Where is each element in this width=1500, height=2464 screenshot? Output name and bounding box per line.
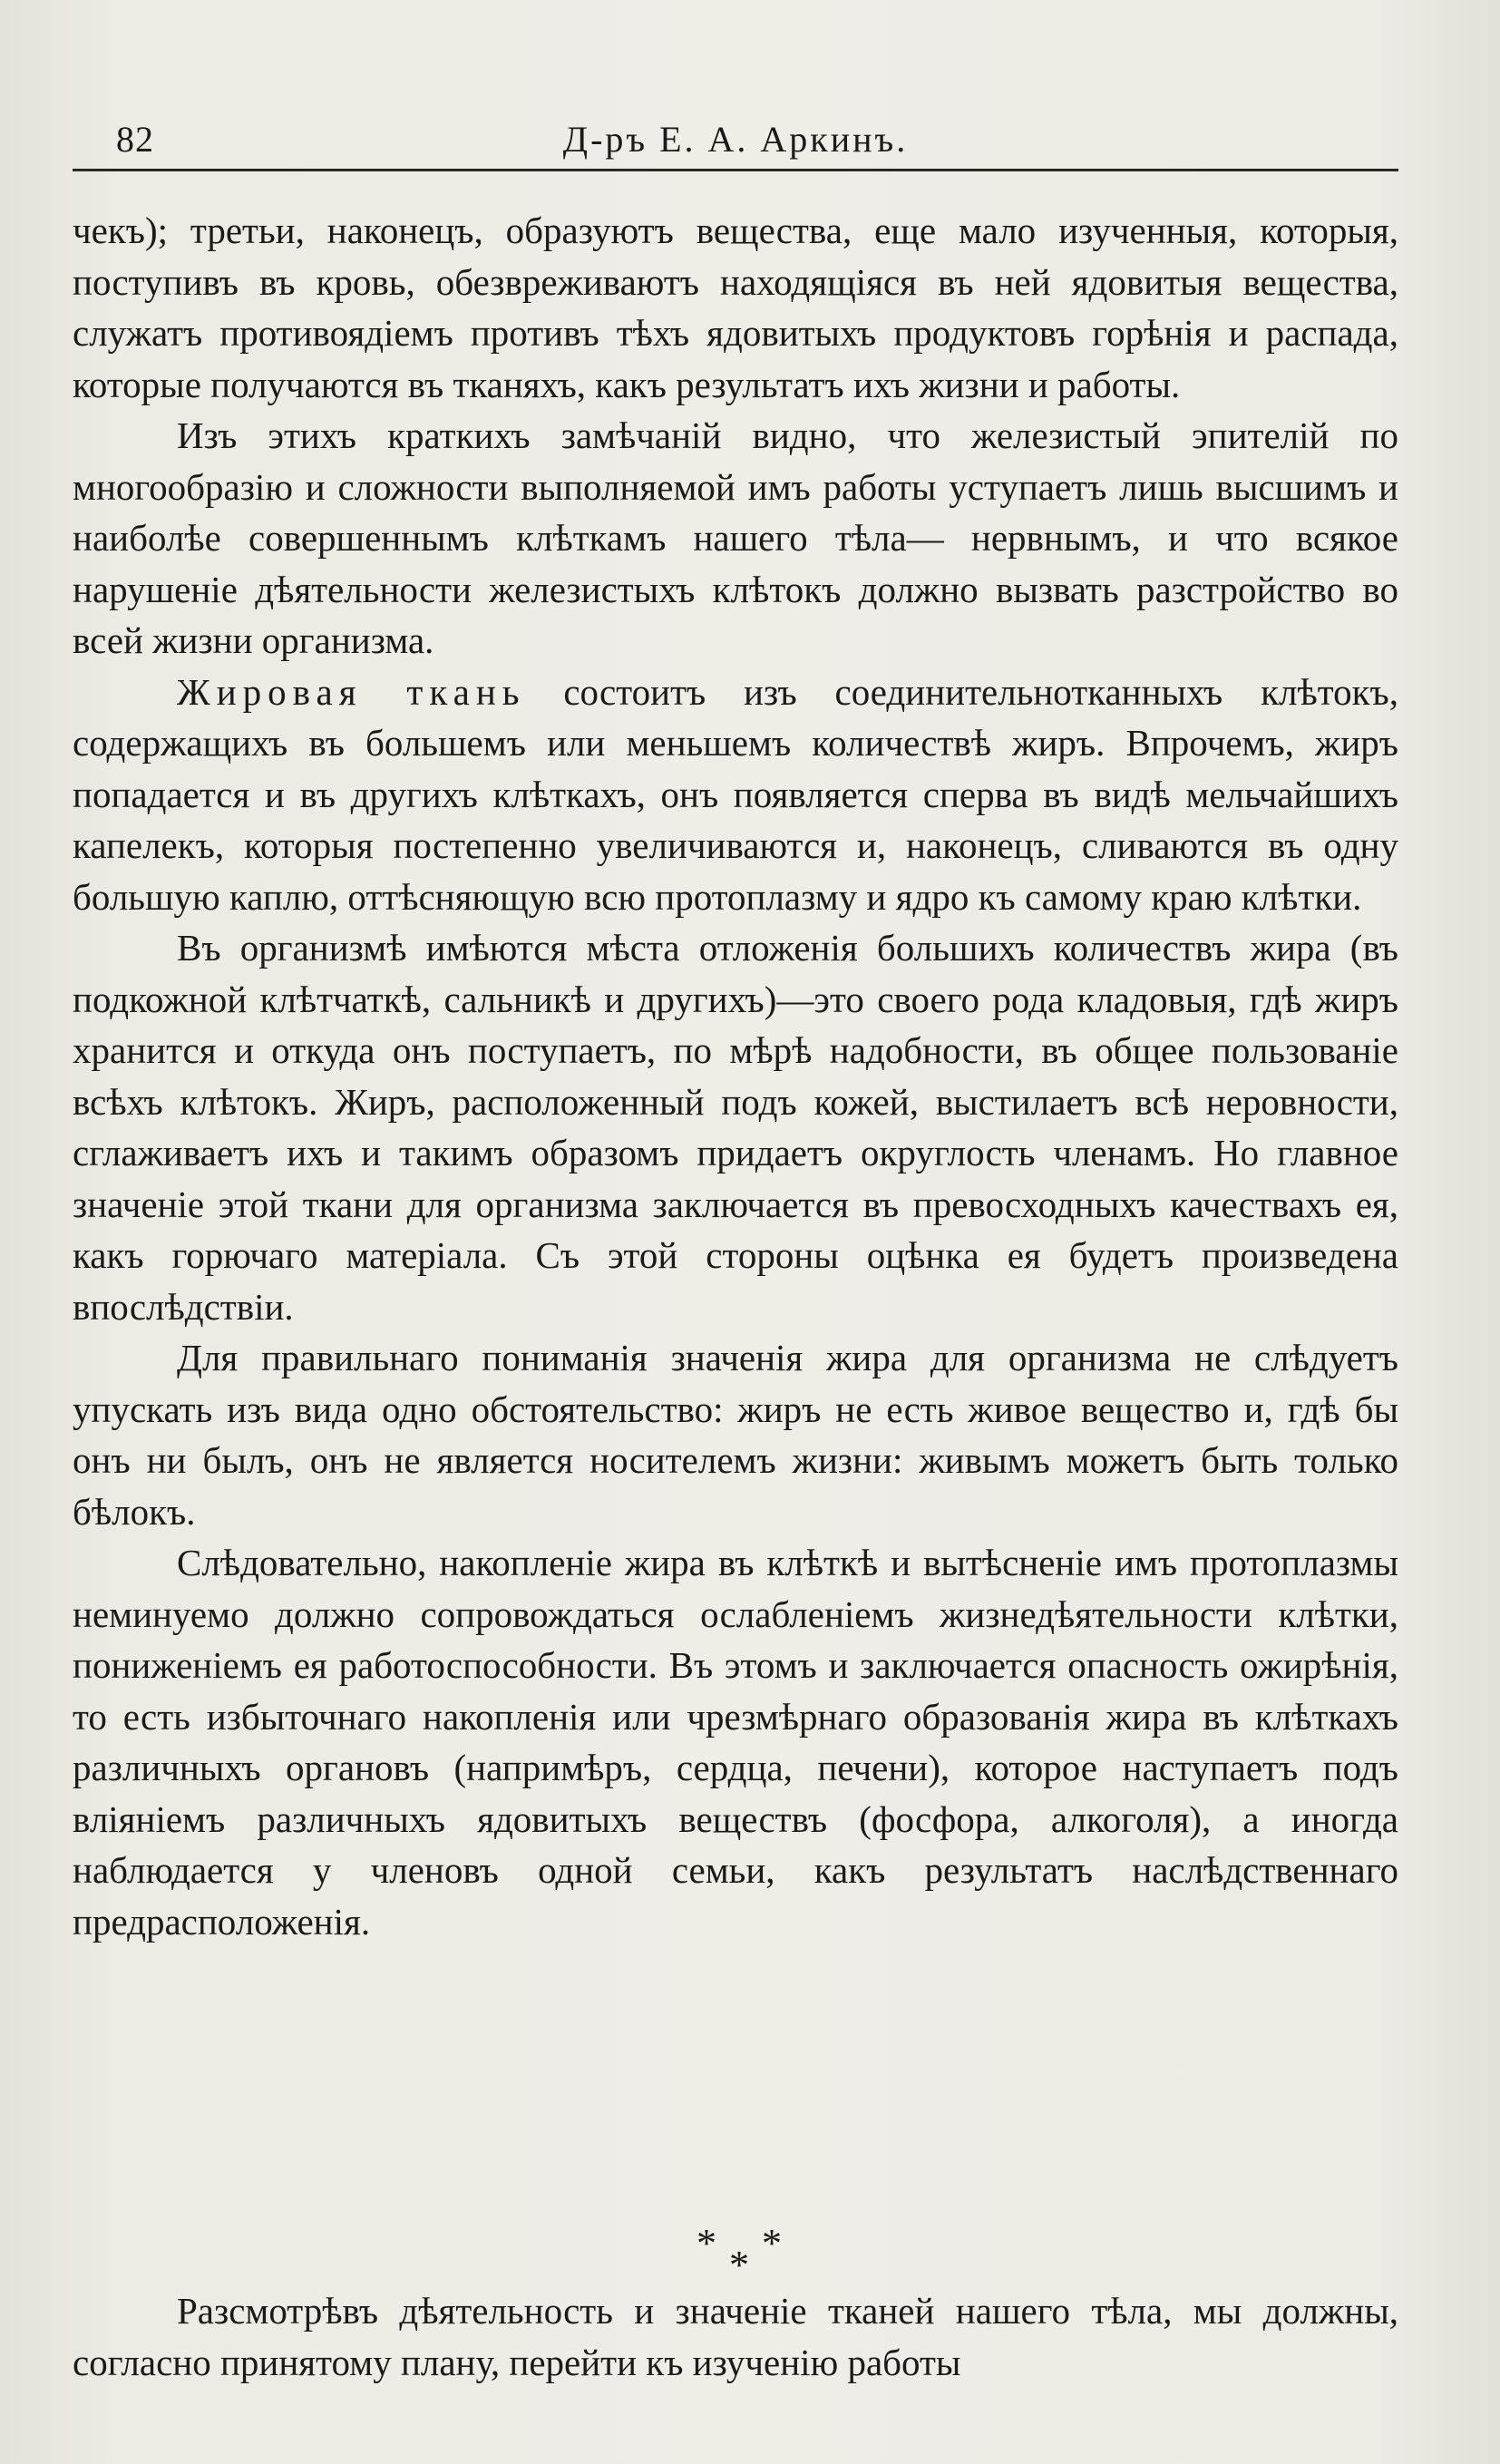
paragraph-3-lead: Жировая ткань [177, 670, 526, 713]
paragraph-4: Въ организмѣ имѣются мѣста отложенія большихъ количествъ жира (въ подкожной клѣтчаткѣ, сальникѣ и другихъ)—это своего рода кладовыя, гдѣ жиръ хранится и откуда онъ поступаетъ, по мѣрѣ надобности, въ общее пользованіе всѣхъ клѣтокъ. Жиръ, расположенный подъ кожей, выстилаетъ всѣ неровности, сглаживаетъ ихъ и такимъ образомъ придаетъ округлость членамъ. Но главное значеніе этой ткани для организма заключается въ превосходныхъ качествахъ ея, какъ горючаго матеріала. Съ этой стороны оцѣнка ея будетъ произведена впослѣдствіи. [73, 927, 1398, 1328]
paragraph-5: Для правильнаго пониманія значенія жира для организма не слѣдуетъ упускать изъ вида одно обстоятельство: жиръ не есть живое вещество и, гдѣ бы онъ ни былъ, онъ не является носителемъ жизни: живымъ можетъ быть только бѣлокъ. [73, 1337, 1398, 1533]
paragraph-3 [73, 667, 1398, 923]
page-header [73, 107, 1398, 165]
running-head: Д-ръ Е. А. Аркинъ. [562, 119, 909, 160]
page-number: 82 [116, 119, 154, 160]
paragraph-6: Слѣдовательно, накопленіе жира въ клѣткѣ и вытѣсненіе имъ протоплазмы неминуемо должно сопровождаться ослабленіемъ жизнедѣятельности клѣтки, пониженіемъ ея работоспособности. Въ этомъ и заключается опасность ожирѣнія, то есть избыточнаго накопленія или чрезмѣрнаго образованія жира въ клѣткахъ различныхъ органовъ (напримѣръ, сердца, печени), которое наступаетъ подъ вліяніемъ различныхъ ядовитыхъ веществъ (фосфора, алкоголя), а иногда наблюдается у членовъ одной семьи, какъ результатъ наслѣдственнаго предрасположенія. [73, 1542, 1398, 1943]
section-break-asterism [671, 2220, 816, 2293]
paragraph-2: Изъ этихъ краткихъ замѣчаній видно, что железистый эпителій по многообразію и сложности выполняемой имъ работы уступаетъ лишь высшимъ и наиболѣе совершеннымъ клѣткамъ нашего тѣла— нервнымъ, и что всякое нарушеніе дѣятельности железистыхъ клѣтокъ должно вызвать разстройство во всей жизни организма. [73, 414, 1398, 661]
asterism-star-right: * [762, 2221, 782, 2265]
closing-paragraph: Разсмотрѣвъ дѣятельность и значеніе тканей нашего тѣла, мы должны, согласно принятому плану, перейти къ изученію работы [73, 2290, 1398, 2383]
paragraph-1: чекъ); третьи, наконецъ, образуютъ вещества, еще мало изученныя, которыя, поступивъ въ кровь, обезвреживаютъ находящіяся въ ней ядовитыя вещества, служатъ противоядіемъ противъ тѣхъ ядовитыхъ продуктовъ горѣнія и распада, которые получаются въ тканяхъ, какъ результатъ ихъ жизни и работы. [73, 209, 1398, 405]
asterism-star-left: * [696, 2221, 716, 2265]
header-rule [73, 169, 1398, 171]
asterism-star-bottom: * [729, 2243, 749, 2287]
body-text [73, 205, 1398, 1947]
paragraph-3-text: состоитъ изъ соединительнотканныхъ клѣтокъ, содержащихъ въ большемъ или меньшемъ количествѣ жиръ. Впрочемъ, жиръ попадается и въ другихъ клѣткахъ, онъ появляется сперва въ видѣ мельчайшихъ капелекъ, которыя постепенно увеличиваются и, наконецъ, сливаются въ одну большую каплю, оттѣсняющую всю протоплазму и ядро къ самому краю клѣтки. [73, 670, 1398, 918]
closing-text [73, 2285, 1398, 2389]
